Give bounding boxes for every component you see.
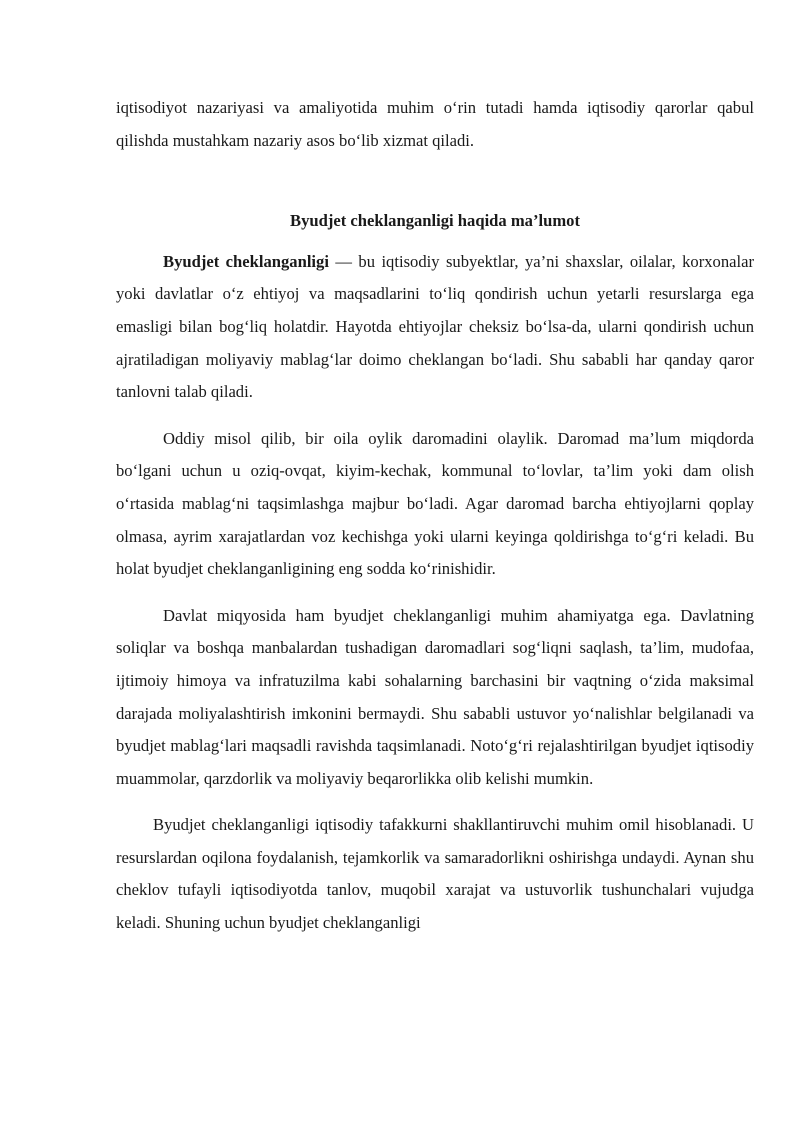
spacer <box>116 795 754 809</box>
paragraph-state-level: Davlat miqyosida ham byudjet cheklanganligi muhim ahamiyatga ega. Davlatning soliqlar va boshqa manbalardan tushadigan daromadlari sog‘liqni saqlash, ta’lim, mudofaa, ijtimoiy himoya va infratuzilma kabi sohalarning barchasini bir vaqtning o‘zida maksimal darajada moliyalashtirish imkonini bermaydi. Shu sababli ustuvor yo‘nalishlar belgilanadi va byudjet mablag‘lari maqsadli ravishda taqsimlanadi. Noto‘g‘ri rejalashtirilgan byudjet iqtisodiy muammolar, qarzdorlik va moliyaviy beqarorlikka olib kelishi mumkin. <box>116 605 754 788</box>
section-heading: Byudjet cheklanganligi haqida ma’lumot <box>290 211 580 231</box>
paragraph-conclusion: Byudjet cheklanganligi iqtisodiy tafakkurni shakllantiruvchi muhim omil hisoblanadi. U resurslardan oqilona foydalanish, tejamkorlik va samaradorlikni oshirishga undaydi. Aynan shu cheklov tufayli iqtisodiyotda tanlov, muqobil xarajat va ustuvorlik tushunchalari vujudga keladi. Shuning uchun byudjet cheklanganligi <box>116 815 754 933</box>
term-highlight: Byudjet cheklanganligi <box>163 251 329 271</box>
spacer <box>116 238 754 246</box>
spacer <box>116 586 754 600</box>
intro-paragraph: iqtisodiyot nazariyasi va amaliyotida muhim o‘rin tutadi hamda iqtisodiy qarorlar qabul qilishda mustahkam nazariy asos bo‘lib xizmat qiladi. <box>116 98 754 150</box>
spacer <box>116 409 754 423</box>
spacer <box>116 157 754 205</box>
definition-text: — bu iqtisodiy subyektlar, ya’ni shaxslar, oilalar, korxonalar yoki davlatlar o‘z ehtiyoj va maqsadlarini to‘liq qondirish uchun yetarli resurslarga ega emasligi bilan bog‘liq holatdir. Hayotda ehtiyojlar cheksiz bo‘lsa-da, ularni qondirish uchun ajratiladigan moliyaviy mablag‘lar doimo cheklangan bo‘ladi. Shu sababli har qanday qaror tanlovni talab qiladi. <box>116 251 754 402</box>
paragraph-family-example: Oddiy misol qilib, bir oila oylik daromadini olaylik. Daromad ma’lum miqdorda bo‘lgani uchun u oziq-ovqat, kiyim-kechak, kommunal to‘lovlar, ta’lim yoki dam olish o‘rtasida mablag‘ni taqsimlashga majbur bo‘ladi. Agar daromad barcha ehtiyojlarni qoplay olmasa, ayrim xarajatlardan voz kechishga yoki ularni keyinga qoldirishga to‘g‘ri keladi. Bu holat byudjet cheklanganligining eng sodda ko‘rinishidir. <box>116 428 754 579</box>
document-page <box>116 92 754 940</box>
paragraph-definition <box>116 246 754 409</box>
